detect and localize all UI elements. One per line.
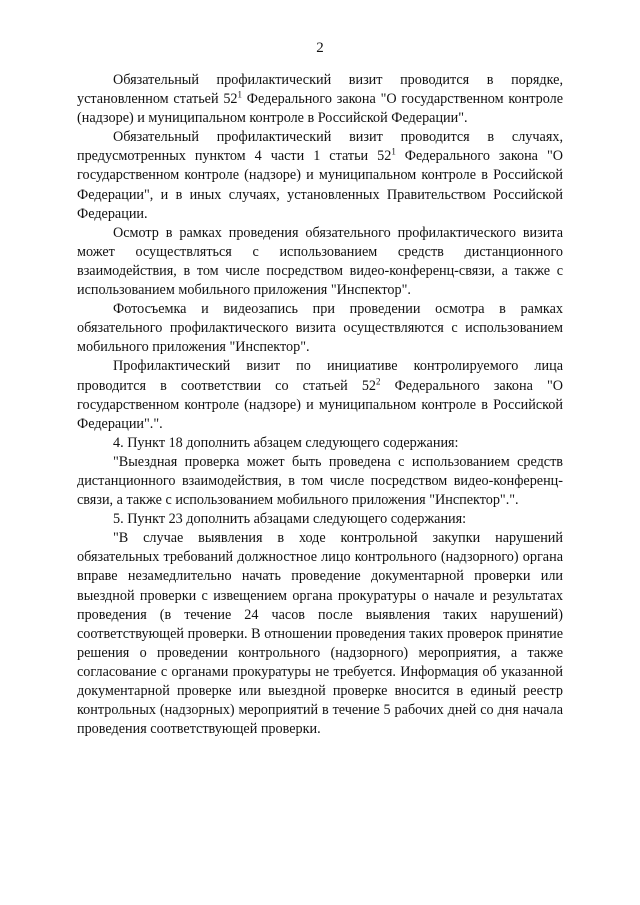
paragraph-mandatory-visit-procedure (77, 71, 563, 128)
paragraph-mandatory-visit-cases (77, 128, 563, 223)
document-body (77, 71, 563, 739)
paragraph-text: Обязательный профилактический визит проводится в случаях, предусмотренных пунктом 4 части 1 статьи 52 (77, 129, 563, 165)
paragraph-control-purchase: "В случае выявления в ходе контрольной закупки нарушений обязательных требований должностное лицо контрольного (надзорного) органа вправе незамедлительно начать проведение документарной проверки или выездной проверки с извещением органа прокуратуры о начале и результатах проведения (в течение 24 часов после выявления таких нарушений) соответствующей проверки. В отношении проведения таких проверок принятие решения о проведении контрольного (надзорного) мероприятия, а также согласование с органами прокуратуры не требуется. Информация об указанной документарной проверке или выездной проверке вносится в единый реестр контрольных (надзорных) мероприятий в течение 5 рабочих дней со дня начала проведения соответствующей проверки. (77, 530, 563, 738)
paragraph-text: Федерального закона "О государственном контроле (надзоре) и муниципальном контроле в Российской Федерации".". (77, 377, 563, 432)
paragraph-initiative-visit (77, 357, 563, 433)
superscript: 2 (376, 375, 381, 386)
paragraph-item-4: 4. Пункт 18 дополнить абзацем следующего содержания: (113, 434, 459, 451)
page-number: 2 (316, 40, 324, 56)
paragraph-field-inspection: "Выездная проверка может быть проведена с использованием средств дистанционного взаимодействия, в том числе посредством видео-конференц-связи, а также с использованием мобильного приложения "Инспектор".". (77, 453, 563, 509)
paragraph-text: Профилактический визит по инициативе контролируемого лица проводится в соответствии со статьей 52 (77, 358, 563, 394)
paragraph-text: Обязательный профилактический визит проводится в порядке, установленном статьей 52 (77, 72, 563, 108)
paragraph-photo-video: Фотосъемка и видеозапись при проведении осмотра в рамках обязательного профилактического визита осуществляются с использованием мобильного приложения "Инспектор". (77, 301, 563, 356)
paragraph-item-5: 5. Пункт 23 дополнить абзацами следующего содержания: (113, 511, 467, 528)
paragraph-text: Федерального закона "О государственном контроле (надзоре) и муниципальном контроле в Российской Федерации", и в иных случаях, установленных Правительством Российской Федерации. (77, 148, 563, 222)
superscript: 1 (391, 146, 396, 157)
paragraph-remote-inspection: Осмотр в рамках проведения обязательного профилактического визита может осуществляться с использованием средств дистанционного взаимодействия, в том числе посредством видео-конференц-связи, а также с использованием мобильного приложения "Инспектор". (77, 224, 563, 299)
superscript: 1 (237, 89, 243, 100)
paragraph-text: Федерального закона "О государственном контроле (надзоре) и муниципальном контроле в Российской Федерации". (77, 91, 563, 127)
